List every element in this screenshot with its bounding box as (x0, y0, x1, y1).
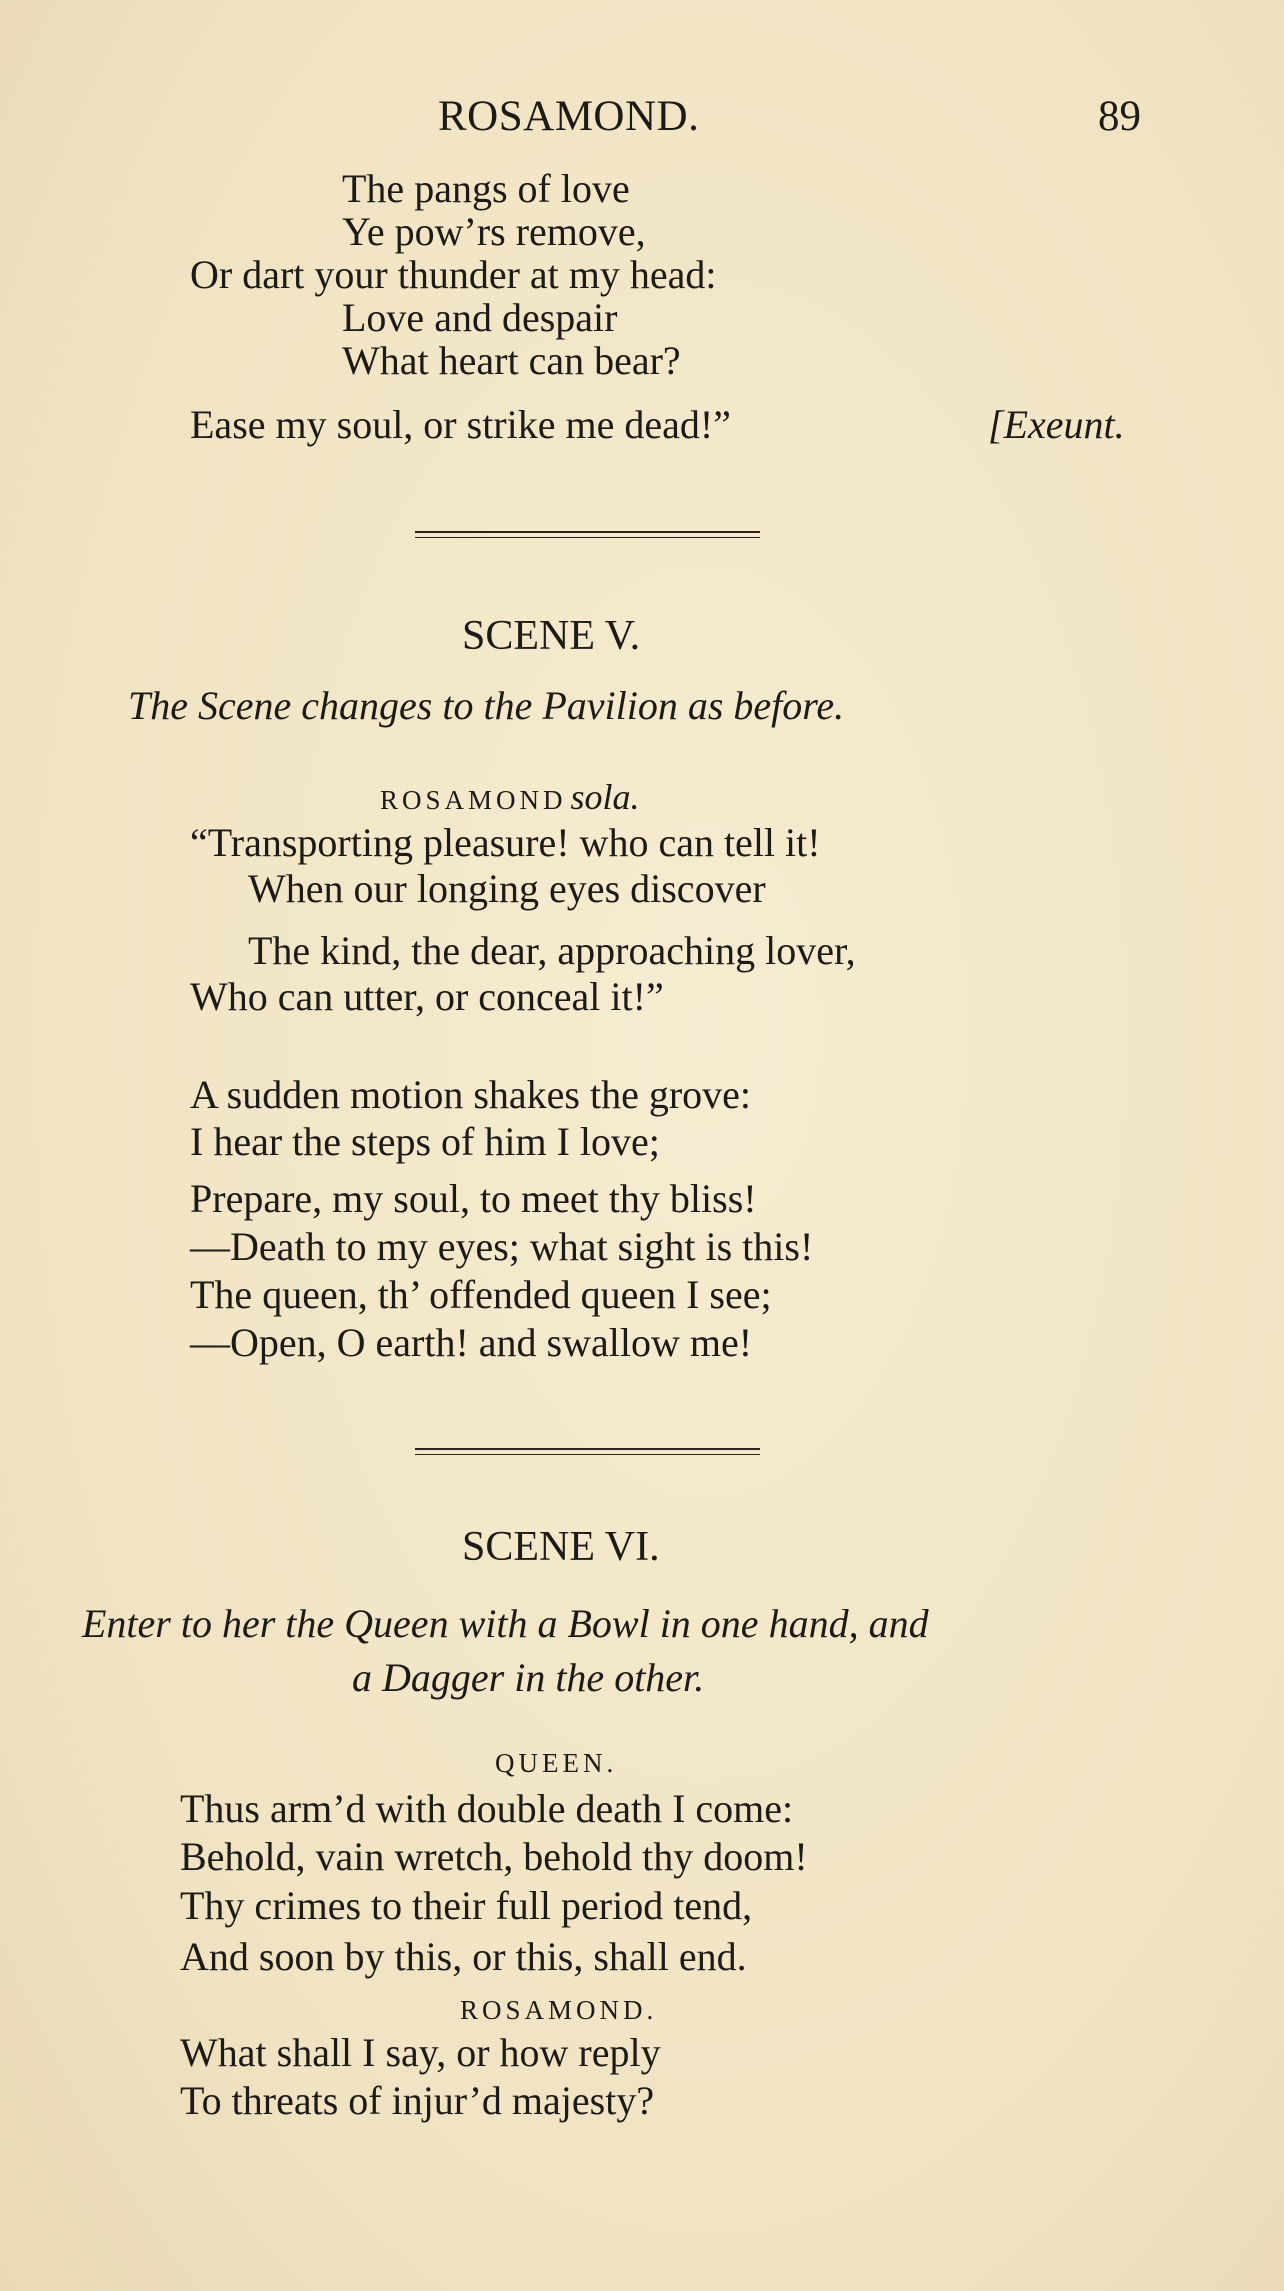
stage-direction: a Dagger in the other. (352, 1655, 705, 1700)
verse-line: Who can utter, or conceal it!” (190, 974, 664, 1019)
divider-rule (415, 531, 760, 533)
page-number: 89 (1098, 93, 1141, 140)
verse-line: A sudden motion shakes the grove: (190, 1072, 752, 1117)
speaker-name: QUEEN. (495, 1748, 618, 1778)
divider-rule (415, 1448, 760, 1450)
speaker-name: ROSAMOND. (460, 1995, 658, 2025)
speaker-heading (380, 776, 640, 818)
verse-line: “Transporting pleasure! who can tell it! (190, 820, 821, 865)
verse-line: What shall I say, or how reply (180, 2030, 661, 2075)
stage-direction: Enter to her the Queen with a Bowl in one hand, and (82, 1601, 929, 1646)
verse-line: Prepare, my soul, to meet thy bliss! (190, 1176, 757, 1221)
scene-title: SCENE V. (462, 613, 641, 659)
verse-line: Thy crimes to their full period tend, (180, 1883, 753, 1928)
speaker-note: sola. (570, 777, 640, 817)
verse-line: Behold, vain wretch, behold thy doom! (180, 1834, 808, 1879)
scene-title: SCENE VI. (462, 1524, 660, 1570)
verse-line: Ease my soul, or strike me dead!” (190, 402, 731, 447)
speaker-name: ROSAMOND (380, 785, 567, 815)
verse-line: What heart can bear? (342, 338, 681, 383)
verse-line: The queen, th’ offended queen I see; (190, 1272, 772, 1317)
verse-line: The pangs of love (342, 166, 630, 211)
divider-rule (415, 1454, 760, 1455)
verse-line: Thus arm’d with double death I come: (180, 1786, 794, 1831)
verse-line: I hear the steps of him I love; (190, 1119, 660, 1164)
verse-line: Or dart your thunder at my head: (190, 252, 717, 297)
divider-rule (415, 537, 760, 538)
stage-direction: The Scene changes to the Pavilion as before. (128, 683, 845, 728)
verse-line: When our longing eyes discover (248, 866, 766, 911)
verse-line: To threats of injur’d majesty? (180, 2078, 655, 2123)
verse-line: The kind, the dear, approaching lover, (248, 928, 856, 973)
verse-line: —Open, O earth! and swallow me! (190, 1320, 753, 1365)
verse-line: And soon by this, or this, shall end. (180, 1934, 747, 1979)
exit-direction: [Exeunt. (988, 402, 1125, 447)
verse-line: —Death to my eyes; what sight is this! (190, 1224, 814, 1269)
verse-line: Ye pow’rs remove, (342, 209, 646, 254)
verse-line: Love and despair (342, 295, 618, 340)
running-title: ROSAMOND. (438, 93, 700, 140)
